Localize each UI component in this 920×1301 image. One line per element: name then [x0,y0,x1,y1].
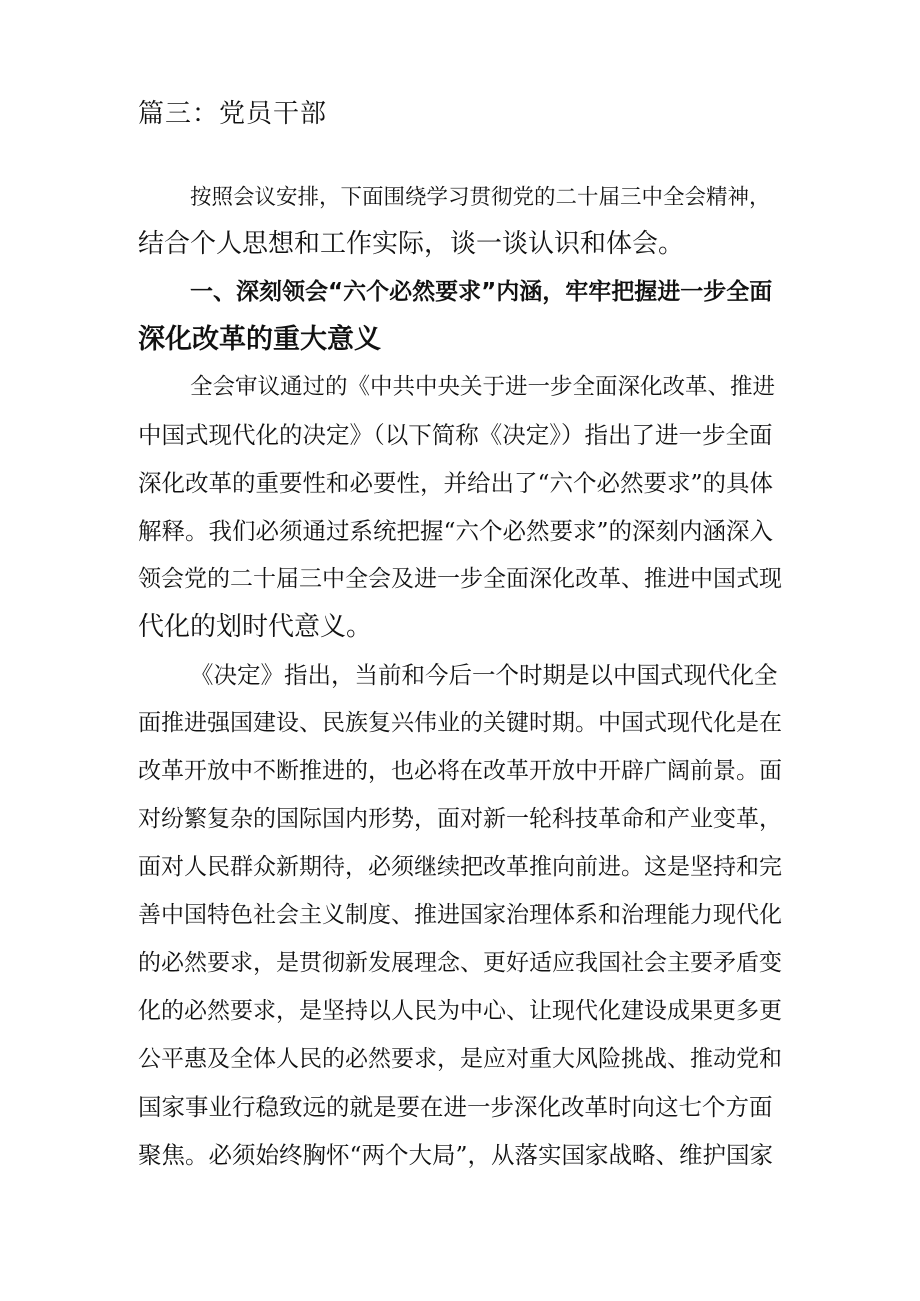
section-heading-line: 一、深刻领会“六个必然要求”内涵，牢牢把握进一步全面 [190,279,773,305]
paragraph2-line: 改革开放中不断推进的，也必将在改革开放中开辟广阔前景。面 [138,758,782,784]
paragraph2-line: 善中国特色社会主义制度、推进国家治理体系和治理能力现代化 [138,902,782,928]
paragraph2-line: 化的必然要求，是坚持以人民为中心、让现代化建设成果更多更 [138,998,782,1024]
intro-line: 按照会议安排，下面围绕学习贯彻党的二十届三中全会精神， [190,185,771,210]
paragraph2-line: 国家事业行稳致远的就是要在进一步深化改革时向这七个方面 [138,1093,773,1121]
paragraph2-line: 面推进强国建设、民族复兴伟业的关键时期。中国式现代化是在 [138,710,782,736]
paragraph1-line: 解释。我们必须通过系统把握“六个必然要求”的深刻内涵深入 [138,517,774,545]
document-title: 篇三：党员干部 [138,99,328,129]
section-heading-line: 深化改革的重大意义 [138,324,381,355]
paragraph1-line: 代化的划时代意义。 [138,612,373,642]
paragraph2-line: 对纷繁复杂的国际国内形势，面对新一轮科技革命和产业变革， [138,806,782,832]
intro-line: 结合个人思想和工作实际，谈一谈认识和体会。 [138,229,685,259]
paragraph2-line: 面对人民群众新期待，必须继续把改革推向前进。这是坚持和完 [138,854,782,880]
paragraph1-line: 中国式现代化的决定》（以下简称《决定》）指出了进一步全面 [138,421,773,449]
paragraph2-line: 公平惠及全体人民的必然要求，是应对重大风险挑战、推动党和 [138,1046,782,1072]
paragraph1-line: 全会审议通过的《中共中央关于进一步全面深化改革、推进 [190,374,776,400]
paragraph2-line: 聚焦。必须始终胸怀“两个大局”，从落实国家战略、维护国家 [138,1141,774,1169]
paragraph1-line: 深化改革的重要性和必要性，并给出了“六个必然要求”的具体 [138,469,774,497]
paragraph2-line: 《决定》指出，当前和今后一个时期是以中国式现代化全 [190,661,778,689]
paragraph2-line: 的必然要求，是贯彻新发展理念、更好适应我国社会主要矛盾变 [138,950,782,976]
paragraph1-line: 领会党的二十届三中全会及进一步全面深化改革、推进中国式现 [138,566,782,592]
